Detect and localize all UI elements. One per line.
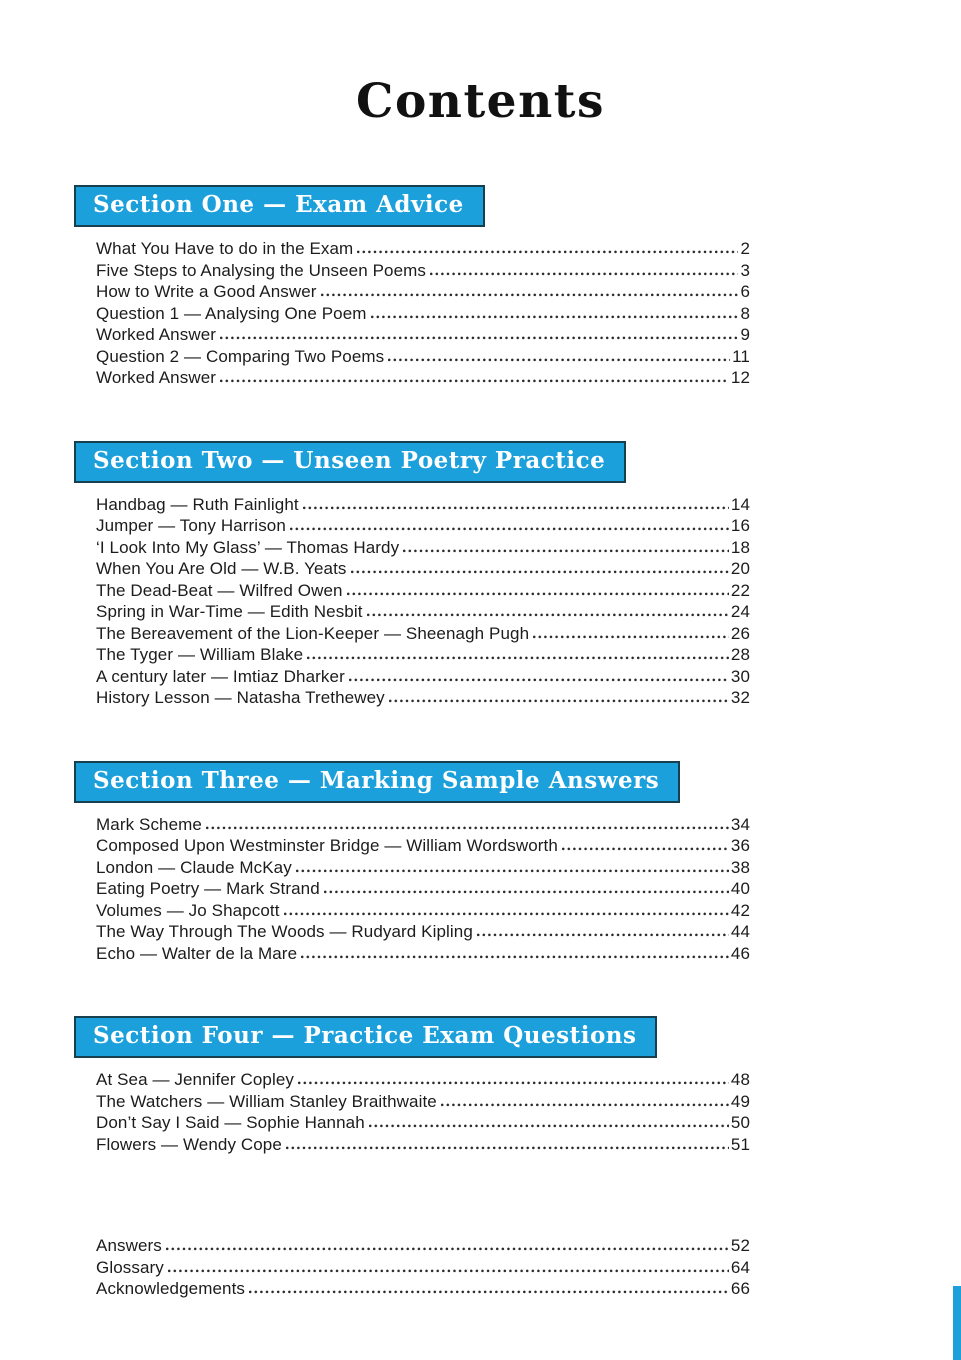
page-title: Contents bbox=[356, 74, 605, 129]
section-entry-list bbox=[96, 494, 750, 709]
section-header bbox=[74, 185, 485, 227]
leader-dots bbox=[220, 379, 729, 384]
toc-page-number: 40 bbox=[730, 879, 750, 898]
leader-dots bbox=[562, 847, 729, 852]
leader-dots bbox=[168, 1268, 729, 1273]
toc-page-number: 36 bbox=[730, 836, 750, 855]
toc-entry bbox=[96, 687, 750, 709]
leader-dots bbox=[286, 1145, 729, 1150]
toc-section bbox=[74, 441, 752, 709]
leader-dots bbox=[290, 527, 729, 532]
toc-page-number: 32 bbox=[730, 688, 750, 707]
toc-page-number: 16 bbox=[730, 516, 750, 535]
toc-entry bbox=[96, 303, 750, 325]
leader-dots bbox=[307, 656, 729, 661]
leader-dots bbox=[166, 1247, 729, 1252]
section-header-label: Section Two — Unseen Poetry Practice bbox=[93, 446, 606, 474]
leader-dots bbox=[321, 293, 739, 298]
toc-entry bbox=[96, 878, 750, 900]
toc-entry bbox=[96, 1091, 750, 1113]
toc-entry bbox=[96, 324, 750, 346]
leader-dots bbox=[220, 336, 738, 341]
toc-entry bbox=[96, 1235, 750, 1257]
toc-entry bbox=[96, 580, 750, 602]
leader-dots bbox=[347, 591, 729, 596]
leader-dots bbox=[367, 613, 729, 618]
toc-page-number: 22 bbox=[730, 580, 750, 600]
leader-dots bbox=[351, 570, 729, 575]
toc-entry-title: Jumper — Tony Harrison bbox=[96, 516, 286, 535]
leader-dots bbox=[206, 825, 729, 830]
back-matter-list bbox=[96, 1235, 750, 1300]
section-header-label: Section Four — Practice Exam Questions bbox=[93, 1022, 637, 1049]
toc-entry-title: History Lesson — Natasha Trethewey bbox=[96, 688, 385, 707]
section-header bbox=[74, 761, 680, 803]
toc-entry-title: Composed Upon Westminster Bridge — William Wordsworth bbox=[96, 836, 558, 855]
leader-dots bbox=[371, 314, 739, 319]
toc-page-number: 18 bbox=[730, 537, 750, 557]
toc-page-number: 2 bbox=[740, 239, 750, 258]
page-edge-tab bbox=[953, 1286, 961, 1360]
toc-page-number: 28 bbox=[730, 645, 750, 664]
toc-entry bbox=[96, 1112, 750, 1134]
toc-entry-title: Worked Answer bbox=[96, 368, 217, 387]
toc-entry bbox=[96, 644, 750, 666]
toc-entry-title: Don’t Say I Said — Sophie Hannah bbox=[96, 1113, 365, 1132]
toc-entry bbox=[96, 346, 750, 368]
toc-entry-title: The Dead-Beat — Wilfred Owen bbox=[96, 580, 343, 600]
toc-entry-title: Acknowledgements bbox=[96, 1279, 246, 1298]
leader-dots bbox=[441, 1102, 729, 1107]
toc-page-number: 26 bbox=[730, 623, 750, 643]
toc-entry bbox=[96, 494, 750, 516]
toc-page-number: 9 bbox=[740, 325, 750, 344]
leader-dots bbox=[403, 548, 729, 553]
toc-page-number: 42 bbox=[730, 900, 750, 920]
toc-entry-title: Question 1 — Analysing One Poem bbox=[96, 303, 367, 323]
toc-entry-title: How to Write a Good Answer bbox=[96, 282, 317, 301]
toc-page-number: 64 bbox=[730, 1257, 750, 1277]
leader-dots bbox=[388, 357, 730, 362]
section-entry-list bbox=[96, 238, 750, 389]
leader-dots bbox=[533, 634, 729, 639]
leader-dots bbox=[349, 677, 729, 682]
toc-page-number: 46 bbox=[730, 943, 750, 963]
toc-section bbox=[74, 185, 752, 389]
toc-entry bbox=[96, 857, 750, 879]
toc-entry-title: Answers bbox=[96, 1236, 162, 1255]
toc-entry bbox=[96, 260, 750, 282]
toc-entry bbox=[96, 1134, 750, 1156]
toc-entry-title: What You Have to do in the Exam bbox=[96, 239, 354, 258]
toc-page-number: 30 bbox=[730, 666, 750, 686]
toc-entry bbox=[96, 943, 750, 965]
toc-entry bbox=[96, 835, 750, 857]
toc-page-number: 52 bbox=[730, 1236, 750, 1255]
section-header bbox=[74, 441, 626, 483]
toc-section bbox=[74, 761, 752, 965]
toc-page-number: 11 bbox=[732, 346, 750, 366]
toc-page-number: 8 bbox=[740, 303, 750, 323]
toc-entry-title: The Tyger — William Blake bbox=[96, 645, 304, 664]
toc bbox=[74, 185, 752, 1155]
toc-entry bbox=[96, 281, 750, 303]
toc-entry-title: Echo — Walter de la Mare bbox=[96, 943, 298, 963]
toc-entry bbox=[96, 601, 750, 623]
toc-entry bbox=[96, 814, 750, 836]
leader-dots bbox=[389, 699, 729, 704]
leader-dots bbox=[477, 933, 729, 938]
toc-entry-title: The Watchers — William Stanley Braithwaite bbox=[96, 1091, 437, 1111]
toc-entry-title: Handbag — Ruth Fainlight bbox=[96, 494, 299, 514]
leader-dots bbox=[298, 1081, 729, 1086]
toc-entry-title: Worked Answer bbox=[96, 325, 217, 344]
toc-page-number: 48 bbox=[730, 1070, 750, 1089]
toc-entry-title: The Bereavement of the Lion-Keeper — Sheenagh Pugh bbox=[96, 623, 530, 643]
toc-page-number: 50 bbox=[730, 1113, 750, 1132]
leader-dots bbox=[303, 505, 729, 510]
toc-page-number: 51 bbox=[730, 1134, 750, 1154]
leader-dots bbox=[301, 954, 729, 959]
toc-entry-title: Flowers — Wendy Cope bbox=[96, 1134, 282, 1154]
toc-entry-title: London — Claude McKay bbox=[96, 857, 292, 877]
leader-dots bbox=[324, 890, 729, 895]
toc-page-number: 24 bbox=[730, 602, 750, 621]
section-header-label: Section Three — Marking Sample Answers bbox=[93, 766, 660, 794]
section-entry-list bbox=[96, 1069, 750, 1155]
toc-entry bbox=[96, 921, 750, 943]
leader-dots bbox=[296, 868, 729, 873]
toc-page-number: 34 bbox=[730, 814, 750, 834]
leader-dots bbox=[249, 1290, 729, 1295]
toc-entry bbox=[96, 666, 750, 688]
toc-entry-title: Volumes — Jo Shapcott bbox=[96, 900, 280, 920]
toc-page-number: 66 bbox=[730, 1279, 750, 1298]
toc-page-number: 20 bbox=[730, 559, 750, 578]
leader-dots bbox=[430, 271, 738, 276]
toc-entry-title: A century later — Imtiaz Dharker bbox=[96, 666, 345, 686]
toc-section bbox=[74, 1016, 752, 1155]
section-header bbox=[74, 1016, 657, 1058]
toc-entry bbox=[96, 1278, 750, 1300]
toc-entry-title: Question 2 — Comparing Two Poems bbox=[96, 346, 385, 366]
toc-entry-title: Glossary bbox=[96, 1257, 164, 1277]
leader-dots bbox=[357, 250, 738, 255]
toc-page-number: 6 bbox=[740, 282, 750, 301]
toc-page-number: 44 bbox=[730, 922, 750, 941]
toc-entry-title: Mark Scheme bbox=[96, 814, 202, 834]
toc-entry bbox=[96, 238, 750, 260]
section-entry-list bbox=[96, 814, 750, 965]
toc-entry bbox=[96, 367, 750, 389]
toc-entry bbox=[96, 900, 750, 922]
toc-page-number: 14 bbox=[730, 494, 750, 514]
toc-entry-title: At Sea — Jennifer Copley bbox=[96, 1070, 294, 1089]
toc-page-number: 3 bbox=[740, 260, 750, 280]
toc-entry bbox=[96, 537, 750, 559]
toc-entry bbox=[96, 515, 750, 537]
toc-entry bbox=[96, 558, 750, 580]
leader-dots bbox=[284, 911, 729, 916]
toc-entry-title: When You Are Old — W.B. Yeats bbox=[96, 559, 347, 578]
toc-page-number: 12 bbox=[730, 368, 750, 387]
section-header-label: Section One — Exam Advice bbox=[93, 191, 464, 218]
toc-entry bbox=[96, 623, 750, 645]
toc-page-number: 38 bbox=[730, 857, 750, 877]
toc-entry-title: The Way Through The Woods — Rudyard Kipling bbox=[96, 922, 473, 941]
toc-entry-title: Eating Poetry — Mark Strand bbox=[96, 879, 320, 898]
toc-entry bbox=[96, 1257, 750, 1279]
leader-dots bbox=[369, 1124, 729, 1129]
toc-entry-title: ‘I Look Into My Glass’ — Thomas Hardy bbox=[96, 537, 400, 557]
toc-entry-title: Spring in War-Time — Edith Nesbit bbox=[96, 602, 363, 621]
toc-entry-title: Five Steps to Analysing the Unseen Poems bbox=[96, 260, 427, 280]
toc-entry bbox=[96, 1069, 750, 1091]
toc-page-number: 49 bbox=[730, 1091, 750, 1111]
